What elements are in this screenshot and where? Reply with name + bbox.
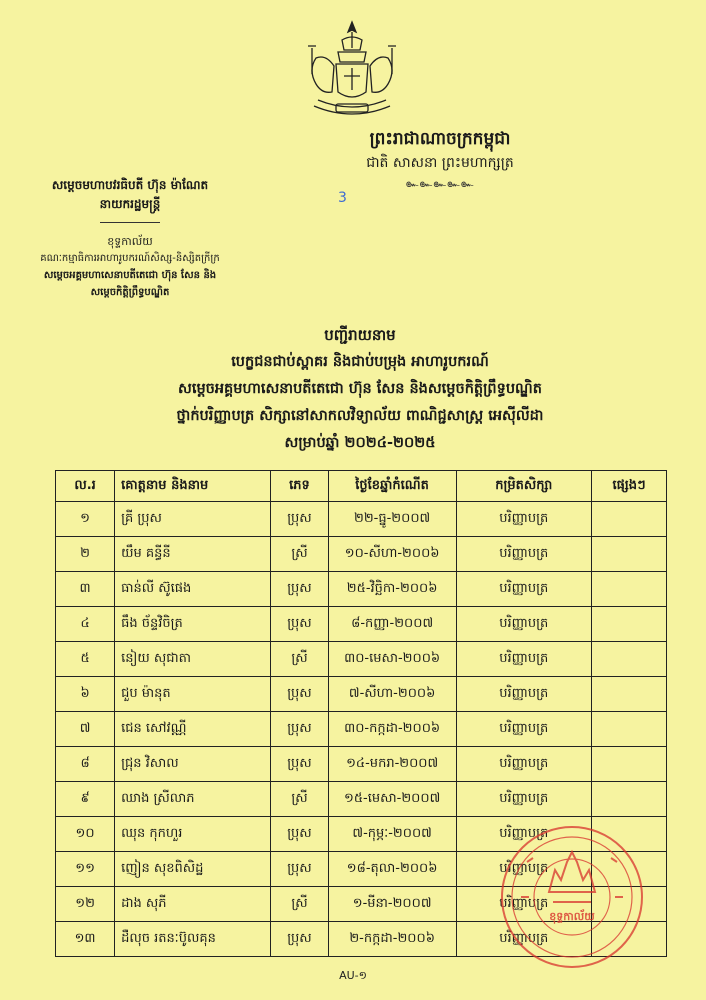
cell-sex: ប្រុស	[271, 817, 329, 852]
title-line-2: បេក្ខជនជាប់ស្ពាគរ និងជាប់បម្រុង អាហារូបករណ៍	[231, 354, 489, 370]
cell-level: បរិញ្ញាបត្រ	[456, 852, 592, 887]
royal-emblem-icon	[298, 18, 406, 128]
cell-sex: ស្រី	[271, 782, 329, 817]
cell-level: បរិញ្ញាបត្រ	[456, 502, 592, 537]
table-row	[56, 712, 667, 747]
cell-other	[592, 782, 667, 817]
issuer-line-5: សម្តេចអគ្គមហាសេនាបតីតេជោ ហ៊ុន សែន និង	[43, 270, 217, 281]
cell-name: ជេន សៅវណ្ណី	[115, 712, 271, 747]
table-row	[56, 642, 667, 677]
page-number: AU-១	[339, 969, 367, 982]
header-level: កម្រិតសិក្សា	[456, 471, 592, 502]
table-row	[56, 747, 667, 782]
title-line-3: សម្តេចអគ្គមហាសេនាបតីតេជោ ហ៊ុន សែន និងសម្តេចកិត្តិព្រឹទ្ធបណ្ឌិត	[178, 381, 542, 397]
cell-dob: ១៥-មេសា-២០០៧	[328, 782, 456, 817]
cell-no: ១០	[56, 817, 115, 852]
cell-dob: ១៤-មករា-២០០៧	[328, 747, 456, 782]
cell-name: ជួប ម៉ានុត	[115, 677, 271, 712]
cell-name: ធាន់លី ស៊ូផេង	[115, 572, 271, 607]
cell-name: គ្រី ប្រុស	[115, 502, 271, 537]
cell-other	[592, 642, 667, 677]
cell-dob: ៧-សីហា-២០០៦	[328, 677, 456, 712]
cell-name: ជ្រុន វិសាល	[115, 747, 271, 782]
kingdom-title: ព្រះរាជាណាចក្រកម្ពុជា	[369, 129, 511, 149]
document-title	[60, 322, 660, 457]
issuer-line-6: សម្តេចកិត្តិព្រឹទ្ធបណ្ឌិត	[90, 287, 170, 298]
cell-other	[592, 677, 667, 712]
cell-name: ឈុន កុកហួរ	[115, 817, 271, 852]
cell-level: បរិញ្ញាបត្រ	[456, 537, 592, 572]
issuer-line-4: គណៈកម្មាធិការអាហារូបករណ៍សិស្ស-និស្សិតក្រីក្រ	[40, 253, 220, 264]
cell-dob: ៣០-កក្កដា-២០០៦	[328, 712, 456, 747]
table-row	[56, 572, 667, 607]
cell-name: យឹម គន្ធីនី	[115, 537, 271, 572]
header-dob: ថ្ងៃខែឆ្នាំកំណើត	[328, 471, 456, 502]
seal-text: ខុទ្ទកាល័យ	[549, 910, 595, 923]
divider	[100, 222, 160, 223]
issuer-block	[10, 176, 250, 301]
header-no: ល.រ	[56, 471, 115, 502]
cell-sex: ប្រុស	[271, 922, 329, 957]
cell-level: បរិញ្ញាបត្រ	[456, 607, 592, 642]
cell-no: ៨	[56, 747, 115, 782]
title-line-5: សម្រាប់ឆ្នាំ ២០២៤-២០២៥	[284, 435, 436, 451]
cell-level: បរិញ្ញាបត្រ	[456, 642, 592, 677]
table-row	[56, 502, 667, 537]
title-line-4: ថ្នាក់បរិញ្ញាបត្រ សិក្សានៅសាកលវិទ្យាល័យ ពាណិជ្ជសាស្ត្រ អេស៊ីលីដា	[176, 408, 544, 424]
table-row	[56, 677, 667, 712]
cell-dob: ១៨-តុលា-២០០៦	[328, 852, 456, 887]
cell-dob: ១-មីនា-២០០៧	[328, 887, 456, 922]
header-name: គោត្តនាម និងនាម	[115, 471, 271, 502]
cell-sex: ប្រុស	[271, 747, 329, 782]
cell-dob: ៧-កុម្ភៈ-២០០៧	[328, 817, 456, 852]
cell-no: ៥	[56, 642, 115, 677]
cell-sex: ស្រី	[271, 887, 329, 922]
cell-dob: ១០-សីហា-២០០៦	[328, 537, 456, 572]
table-row	[56, 537, 667, 572]
cell-sex: ស្រី	[271, 537, 329, 572]
cell-level: បរិញ្ញាបត្រ	[456, 887, 592, 922]
issuer-line-2: នាយករដ្ឋមន្ត្រី	[99, 197, 161, 211]
cell-name: ឈាង ស្រីលាភ	[115, 782, 271, 817]
cell-sex: ប្រុស	[271, 607, 329, 642]
title-line-1: បញ្ជីរាយនាម	[324, 326, 396, 344]
cell-no: ៣	[56, 572, 115, 607]
cell-no: ៦	[56, 677, 115, 712]
cell-no: ៩	[56, 782, 115, 817]
cell-name: ដឺលុច រតនៈប៊ូលគុន	[115, 922, 271, 957]
cell-other	[592, 712, 667, 747]
cell-other	[592, 572, 667, 607]
cell-sex: ប្រុស	[271, 572, 329, 607]
cell-sex: ប្រុស	[271, 677, 329, 712]
cell-dob: ២-កក្កដា-២០០៦	[328, 922, 456, 957]
cell-no: ១៣	[56, 922, 115, 957]
cell-no: ១១	[56, 852, 115, 887]
handwritten-mark: 3	[338, 190, 347, 206]
official-seal-stamp	[497, 822, 647, 972]
issuer-line-3: ខុទ្ទកាល័យ	[107, 235, 153, 248]
cell-other	[592, 502, 667, 537]
cell-dob: ៨-កញ្ញា-២០០៧	[328, 607, 456, 642]
cell-no: ២	[56, 537, 115, 572]
cell-sex: ស្រី	[271, 642, 329, 677]
cell-name: នៀយ សុជាតា	[115, 642, 271, 677]
cell-dob: ២៥-វិច្ឆិកា-២០០៦	[328, 572, 456, 607]
cell-name: ដាង សុភី	[115, 887, 271, 922]
cell-name: ធឹង ច័ន្ទវិចិត្រ	[115, 607, 271, 642]
cell-level: បរិញ្ញាបត្រ	[456, 677, 592, 712]
issuer-line-1: សម្តេចមហាបវរធិបតី ហ៊ុន ម៉ាណែត	[51, 178, 209, 192]
cell-dob: ២២-ធ្នូ-២០០៧	[328, 502, 456, 537]
cell-no: ៤	[56, 607, 115, 642]
cell-level: បរិញ្ញាបត្រ	[456, 747, 592, 782]
cell-no: ១២	[56, 887, 115, 922]
cell-other	[592, 537, 667, 572]
cell-dob: ៣០-មេសា-២០០៦	[328, 642, 456, 677]
cell-name: ញៀន សុខពិសិដ្ឋ	[115, 852, 271, 887]
cell-sex: ប្រុស	[271, 712, 329, 747]
ornament: ๛๛๛๛๛	[405, 177, 475, 190]
table-row	[56, 782, 667, 817]
cell-other	[592, 747, 667, 782]
header-sex: ភេទ	[271, 471, 329, 502]
header-other: ផ្សេងៗ	[592, 471, 667, 502]
cell-level: បរិញ្ញាបត្រ	[456, 817, 592, 852]
cell-level: បរិញ្ញាបត្រ	[456, 782, 592, 817]
cell-level: បរិញ្ញាបត្រ	[456, 572, 592, 607]
cell-no: ១	[56, 502, 115, 537]
motto: ជាតិ សាសនា ព្រះមហាក្សត្រ	[366, 155, 514, 171]
cell-other	[592, 607, 667, 642]
table-header-row	[56, 471, 667, 502]
cell-sex: ប្រុស	[271, 852, 329, 887]
cell-no: ៧	[56, 712, 115, 747]
cell-sex: ប្រុស	[271, 502, 329, 537]
cell-level: បរិញ្ញាបត្រ	[456, 922, 592, 957]
table-row	[56, 607, 667, 642]
cell-level: បរិញ្ញាបត្រ	[456, 712, 592, 747]
